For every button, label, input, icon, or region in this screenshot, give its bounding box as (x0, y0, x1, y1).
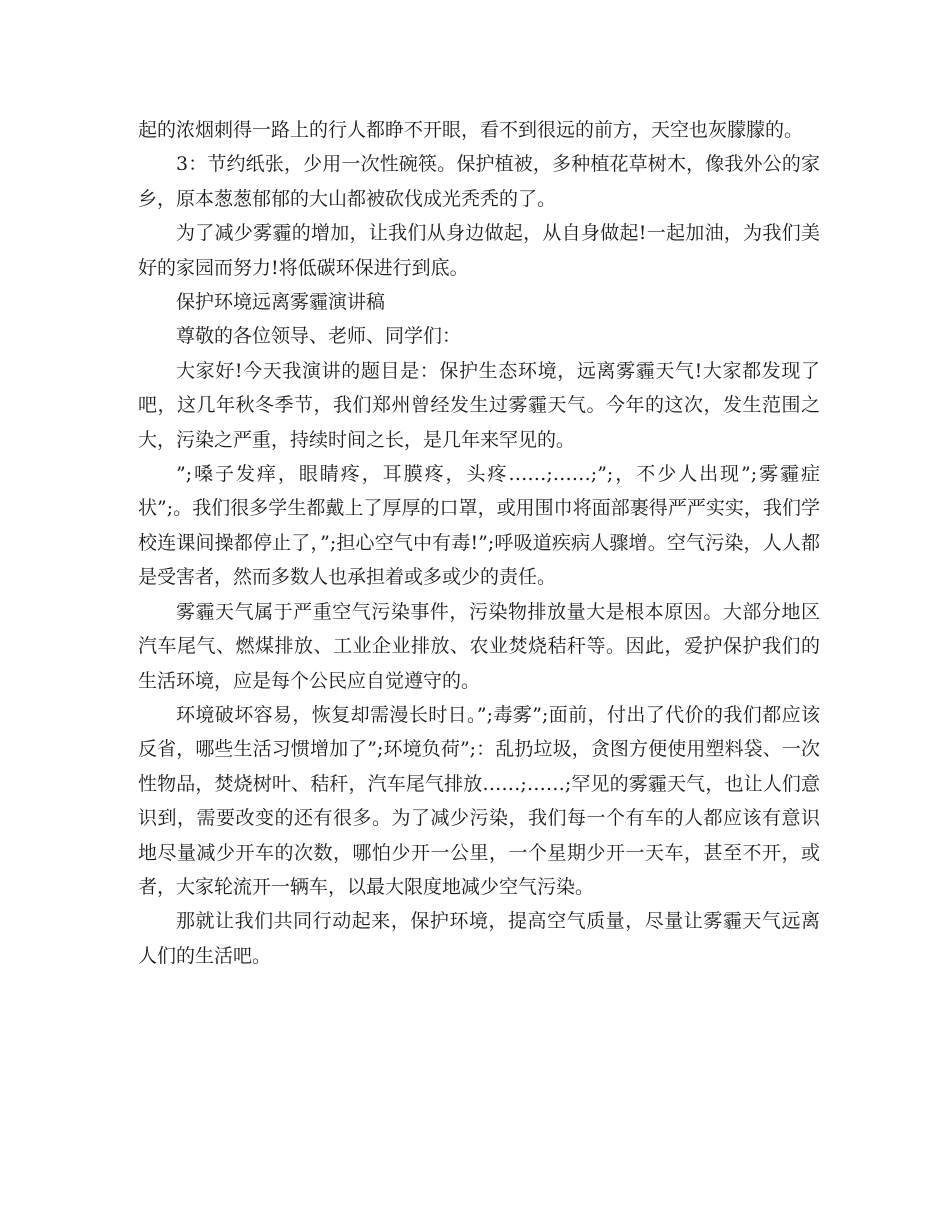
paragraph-2: 3：节约纸张，少用一次性碗筷。保护植被，多种植花草树木，像我外公的家乡，原本葱葱郁郁的大山都被砍伐成光秃秃的了。 (138, 153, 820, 210)
paragraph-6: 大家好!今天我演讲的题目是：保护生态环境，远离雾霾天气!大家都发现了吧，这几年秋冬季节，我们郑州曾经发生过雾霾天气。今年的这次，发生范围之大，污染之严重，持续时间之长，是几年来罕见的。 (138, 359, 820, 451)
salutation: 尊敬的各位领导、老师、同学们： (176, 325, 462, 348)
paragraph-10: 那就让我们共同行动起来，保护环境，提高空气质量，尽量让雾霾天气远离人们的生活吧。 (138, 910, 820, 967)
paragraph-8: 雾霾天气属于严重空气污染事件，污染物排放量大是根本原因。大部分地区汽车尾气、燃煤排放、工业企业排放、农业焚烧秸秆等。因此，爱护保护我们的生活环境，应是每个公民应自觉遵守的。 (138, 600, 820, 692)
paragraph-7: ”;嗓子发痒，眼睛疼，耳膜疼，头疼……;……;”;，不少人出现”;雾霾症状”;。我们很多学生都戴上了厚厚的口罩，或用围巾将面部裹得严严实实，我们学校连课间操都停止了，”;担心空气中有毒!”;呼吸道疾病人骤增。空气污染，人人都是受害者，然而多数人也承担着或多或少的责任。 (138, 463, 820, 589)
document-body (138, 113, 820, 973)
paragraph-1: 起的浓烟刺得一路上的行人都睁不开眼，看不到很远的前方，天空也灰朦朦的。 (138, 119, 804, 141)
speech-title: 保护环境远离雾霾演讲稿 (176, 291, 386, 314)
paragraph-3: 为了减少雾霾的增加，让我们从身边做起，从自身做起!一起加油，为我们美好的家园而努力!将低碳环保进行到底。 (138, 222, 820, 279)
paragraph-9: 环境破坏容易，恢复却需漫长时日。”;毒雾”;面前，付出了代价的我们都应该反省，哪些生活习惯增加了”;环境负荷”;：乱扔垃圾，贪图方便使用塑料袋、一次性物品，焚烧树叶、秸秆，汽车尾气排放……;……;罕见的雾霾天气，也让人们意识到，需要改变的还有很多。为了减少污染，我们每一个有车的人都应该有意识地尽量减少开车的次数，哪怕少开一公里，一个星期少开一天车，甚至不开，或者，大家轮流开一辆车，以最大限度地减少空气污染。 (138, 703, 820, 898)
